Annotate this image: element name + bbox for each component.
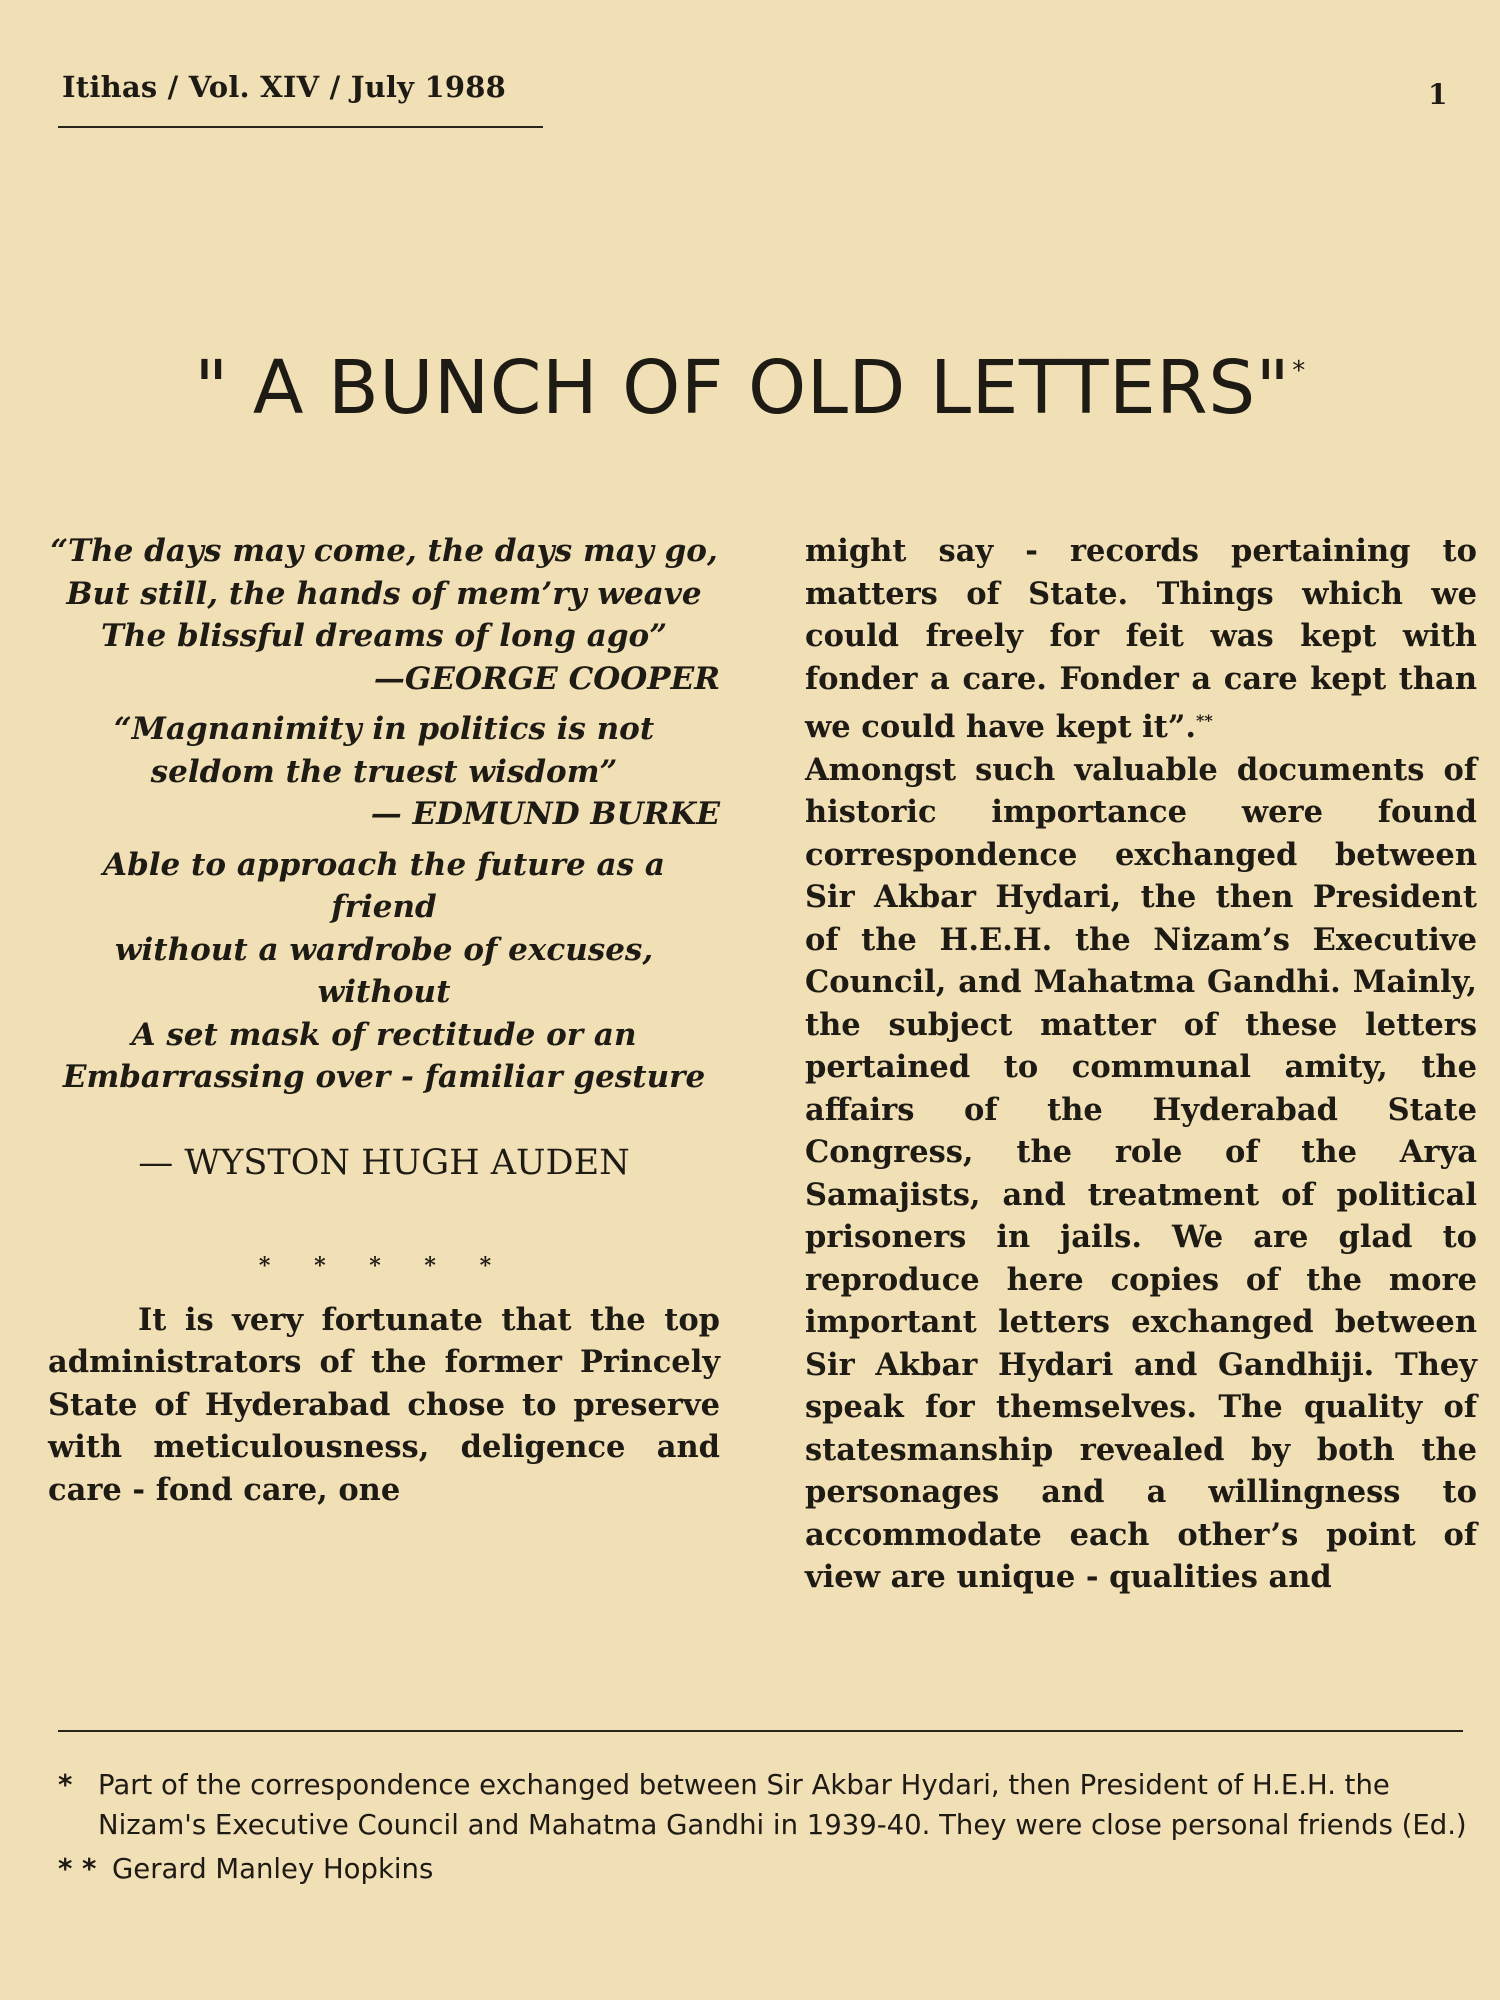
epigraph-line: without a wardrobe of excuses, without (114, 931, 654, 1010)
epigraph-author: —GEORGE COOPER (373, 660, 720, 697)
epigraph-line: “The days may come, the days may go, (50, 533, 718, 569)
footnote (58, 1765, 1468, 1845)
epigraph-auden (48, 844, 720, 1183)
footnote-mark: * * (58, 1853, 97, 1885)
footnote-text: Part of the correspondence exchanged between Sir Akbar Hydari, then President of H.E.H. the Nizam's Executive Council and Mahatma Gandhi in 1939-40. They were close personal friends (Ed.) (98, 1769, 1467, 1841)
footnote-mark: * (58, 1769, 73, 1801)
right-column (805, 530, 1477, 1599)
footnote-text: Gerard Manley Hopkins (112, 1853, 434, 1885)
title-text: " A BUNCH OF OLD LETTERS" (194, 344, 1291, 431)
article-title (0, 345, 1500, 431)
epigraph-author: — WYSTON HUGH AUDEN (138, 1142, 630, 1183)
running-head: Itihas / Vol. XIV / July 1988 (62, 70, 506, 104)
left-column (48, 530, 720, 1511)
footnote (58, 1849, 1468, 1889)
epigraph-line: “Magnanimity in politics is not seldom the truest wisdom” (113, 711, 655, 790)
footnotes (58, 1765, 1468, 1893)
body-paragraph-continued (805, 530, 1477, 749)
epigraph-burke (48, 708, 720, 836)
epigraph-line: Embarrassing over - familiar gesture (62, 1059, 706, 1095)
epigraph-author: — EDMUND BURKE (370, 796, 720, 832)
epigraph-line: The blissful dreams of long ago” (100, 618, 668, 654)
section-separator: * * * * * (258, 1252, 510, 1279)
body-paragraph-left: It is very fortunate that the top administrators of the former Princely State of Hyderabad chose to preserve with meticulousness, deligence and care - fond care, one (48, 1301, 720, 1508)
header-rule (58, 126, 543, 128)
epigraph-line: But still, the hands of mem’ry weave (66, 575, 702, 612)
footnote-rule (58, 1730, 1463, 1732)
page-number: 1 (1428, 78, 1448, 111)
body-paragraph-right: Amongst such valuable documents of historic importance were found correspondence exchanged between Sir Akbar Hydari, the then President of the H.E.H. the Nizam’s Executive Council, and Mahatma Gandhi. Mainly, the subject matter of these letters pertained to communal amity, the affairs of the Hyderabad State Congress, the role of the Arya Samajists, and treatment of political prisoners in jails. We are glad to reproduce here copies of the more important letters exchanged between Sir Akbar Hydari and Gandhiji. They speak for themselves. The quality of statesmanship revealed by both the personages and a willingness to accommodate each other’s point of view are unique - qualities and (805, 751, 1477, 1596)
footnote-ref-mark: ** (1196, 711, 1213, 730)
epigraph-line: A set mask of rectitude or an (131, 1016, 637, 1053)
epigraph-line: Able to approach the future as a friend (103, 846, 665, 925)
title-footnote-mark: * (1292, 355, 1306, 386)
continued-text: might say - records pertaining to matters of State. Things which we could freely for feit was kept with fonder a care. Fonder a care kept than we could have kept it”. (805, 533, 1477, 746)
epigraph-cooper (48, 530, 720, 700)
